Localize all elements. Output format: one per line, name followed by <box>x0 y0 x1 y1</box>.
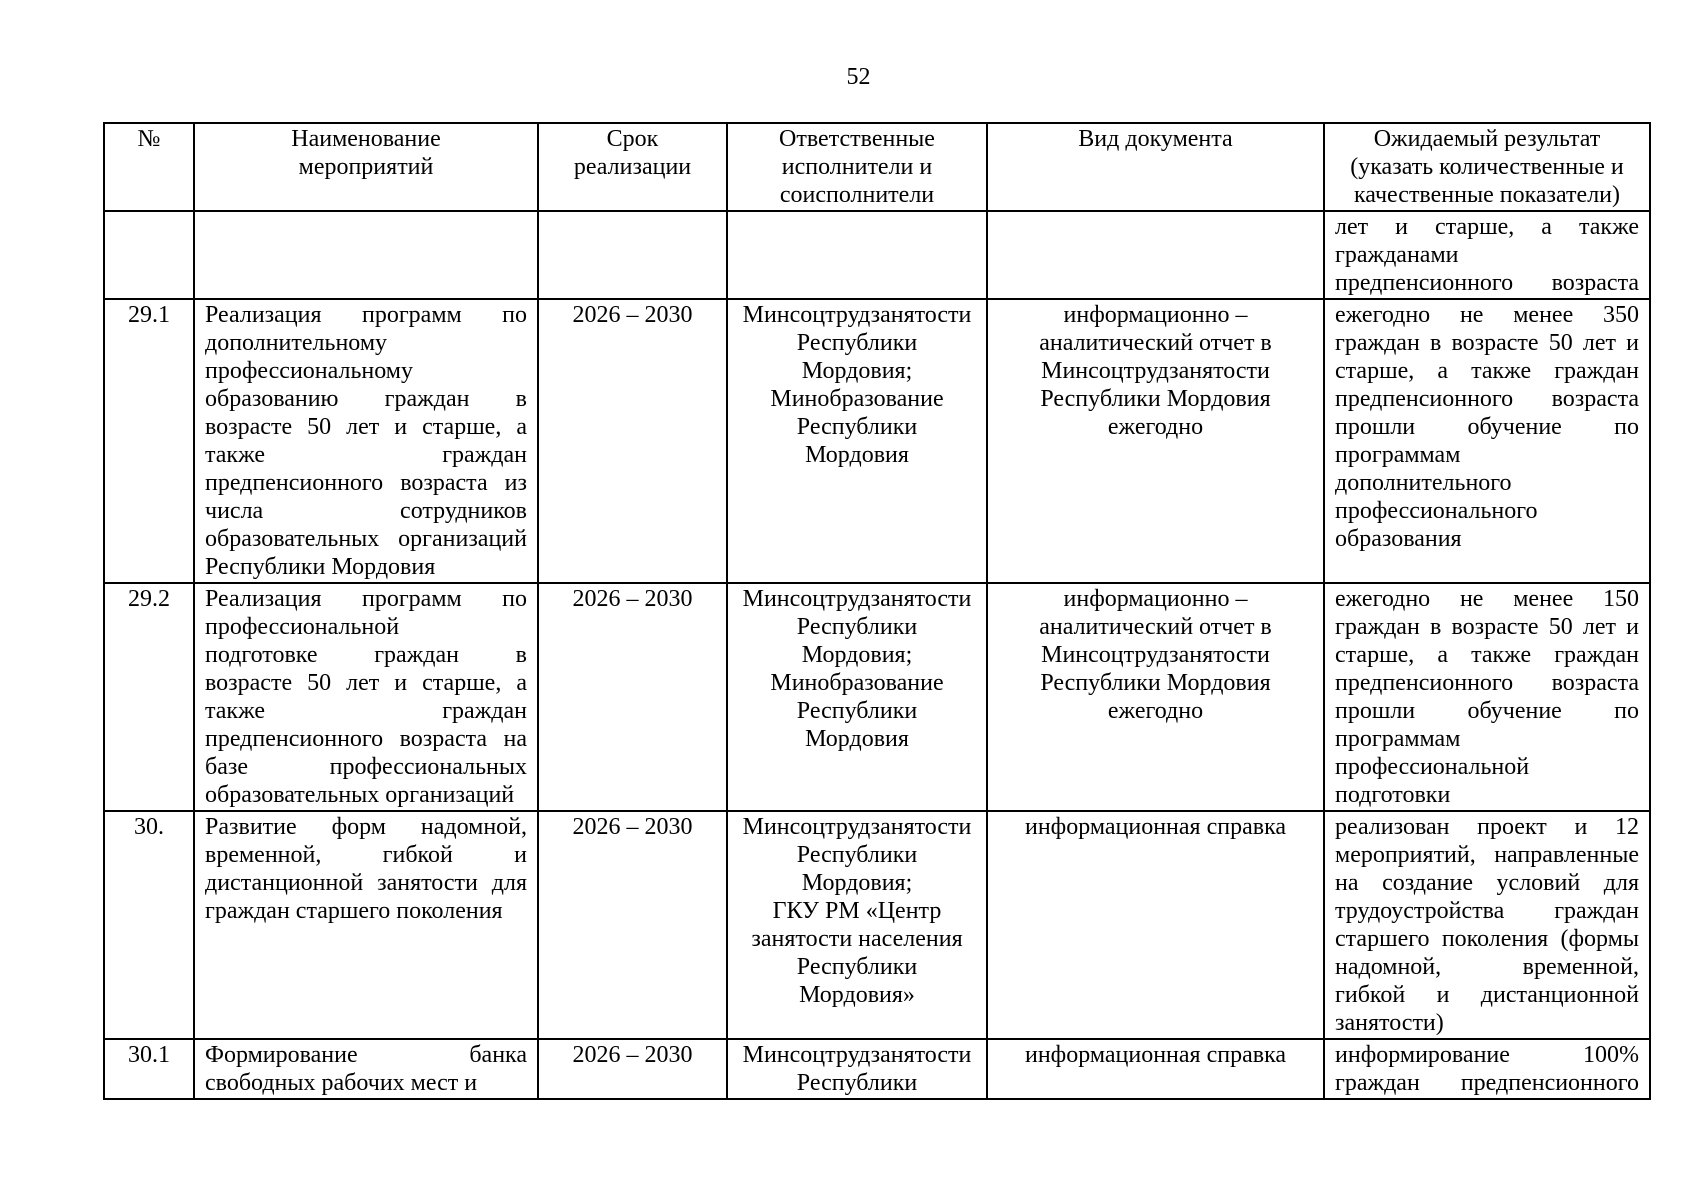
cell-name <box>194 1039 538 1099</box>
cell-line: Реализация программ по <box>205 586 527 612</box>
cell-name <box>194 299 538 583</box>
cell-result <box>1324 211 1650 299</box>
cell-line: Формирование банка <box>205 1042 527 1068</box>
header-doc-type: Вид документа <box>987 123 1324 211</box>
cell-term: 2026 – 2030 <box>538 299 727 583</box>
header-term-line: Срок <box>606 126 659 152</box>
cell-line: занятости) <box>1335 1010 1444 1036</box>
cell-line: граждан в возрасте 50 лет и <box>1335 614 1639 640</box>
header-num: № <box>104 123 194 211</box>
cell-line: аналитический отчет в <box>1039 614 1272 640</box>
cell-line: ежегодно <box>1107 698 1204 724</box>
table-row <box>104 1039 1650 1099</box>
table-body <box>104 211 1650 1099</box>
cell-line: информационная справка <box>1024 814 1287 840</box>
cell-line: лет и старше, а также <box>1335 214 1639 240</box>
cell-result <box>1324 583 1650 811</box>
cell-line: трудоустройства граждан <box>1335 898 1639 924</box>
page-number: 52 <box>846 64 871 90</box>
cell-line: прошли обучение по <box>1335 698 1639 724</box>
header-result <box>1324 123 1650 211</box>
cell-responsible <box>727 211 987 299</box>
cell-line: подготовки <box>1335 782 1451 808</box>
cell-line: предпенсионного возраста из <box>205 470 527 496</box>
cell-name <box>194 811 538 1039</box>
cell-line: профессиональной <box>1335 754 1530 780</box>
cell-line: информирование 100% <box>1335 1042 1639 1068</box>
cell-line: подготовке граждан в <box>205 642 527 668</box>
cell-line: предпенсионного возраста <box>1335 270 1639 296</box>
cell-line: Республики <box>796 842 918 868</box>
cell-name <box>194 211 538 299</box>
cell-line: Республики <box>796 330 918 356</box>
cell-line: мероприятий, направленные <box>1335 842 1639 868</box>
cell-line: предпенсионного возраста на <box>205 726 527 752</box>
cell-result <box>1324 1039 1650 1099</box>
cell-line: ежегодно <box>1107 414 1204 440</box>
header-responsible-line: Ответственные <box>779 126 935 152</box>
cell-line: Минобразование <box>770 670 944 696</box>
cell-line: предпенсионного возраста <box>1335 386 1639 412</box>
cell-line: ежегодно не менее 350 <box>1335 302 1639 328</box>
cell-line: информационная справка <box>1024 1042 1287 1068</box>
cell-line: Республики <box>796 414 918 440</box>
cell-line: Минсоцтрудзанятости <box>742 1042 972 1068</box>
table-row <box>104 583 1650 811</box>
cell-line: Мордовия» <box>799 982 915 1008</box>
cell-line: Минобразование <box>770 386 944 412</box>
cell-line: гражданами <box>1335 242 1459 268</box>
cell-line: информационно – <box>1063 586 1248 612</box>
header-responsible-line: исполнители и <box>781 154 933 180</box>
header-name <box>194 123 538 211</box>
cell-line: Минсоцтрудзанятости <box>742 586 972 612</box>
cell-line: Республики <box>796 1070 918 1096</box>
cell-line: предпенсионного возраста <box>1335 670 1639 696</box>
table-header <box>104 123 1650 211</box>
cell-line: дистанционной занятости для <box>205 870 527 896</box>
table-row <box>104 811 1650 1039</box>
cell-line: Минсоцтрудзанятости <box>1041 358 1270 384</box>
cell-line: Реализация программ по <box>205 302 527 328</box>
header-result-line: качественные показатели) <box>1353 182 1620 208</box>
cell-line: Мордовия <box>805 726 909 752</box>
cell-line: Мордовия <box>805 442 909 468</box>
cell-term: 2026 – 2030 <box>538 1039 727 1099</box>
cell-doc-type <box>987 583 1324 811</box>
cell-line: старшего поколения (формы <box>1335 926 1639 952</box>
cell-line: информационно – <box>1063 302 1248 328</box>
cell-line: Республики <box>796 614 918 640</box>
cell-line: Мордовия; <box>801 358 913 384</box>
cell-doc-type <box>987 211 1324 299</box>
cell-line: программам <box>1335 442 1461 468</box>
header-name-line: мероприятий <box>298 154 434 180</box>
row-number: 30.1 <box>104 1039 194 1099</box>
cell-line: Минсоцтрудзанятости <box>742 814 972 840</box>
cell-line: базе профессиональных <box>205 754 527 780</box>
cell-line: Мордовия; <box>801 642 913 668</box>
cell-line: граждан предпенсионного <box>1335 1070 1639 1096</box>
header-result-line: Ожидаемый результат <box>1373 126 1601 152</box>
cell-line: ежегодно не менее 150 <box>1335 586 1639 612</box>
cell-term: 2026 – 2030 <box>538 583 727 811</box>
cell-line: числа сотрудников <box>205 498 527 524</box>
cell-line: свободных рабочих мест и <box>205 1070 478 1096</box>
cell-line: возрасте 50 лет и старше, а <box>205 670 527 696</box>
header-term-line: реализации <box>573 154 692 180</box>
cell-line: профессионального <box>1335 498 1538 524</box>
cell-line: граждан старшего поколения <box>205 898 503 924</box>
header-responsible <box>727 123 987 211</box>
cell-line: также граждан <box>205 698 527 724</box>
cell-line: Развитие форм надомной, <box>205 814 527 840</box>
cell-responsible <box>727 1039 987 1099</box>
cell-result <box>1324 811 1650 1039</box>
cell-line: старше, а также граждан <box>1335 642 1639 668</box>
cell-line: дополнительному <box>205 330 388 356</box>
header-term <box>538 123 727 211</box>
measures-table <box>103 122 1651 1100</box>
cell-line: Минсоцтрудзанятости <box>742 302 972 328</box>
header-name-line: Наименование <box>291 126 441 152</box>
cell-line: реализован проект и 12 <box>1335 814 1639 840</box>
cell-line: надомной, временной, <box>1335 954 1639 980</box>
cell-line: профессиональному <box>205 358 413 384</box>
cell-doc-type <box>987 1039 1324 1099</box>
cell-responsible <box>727 299 987 583</box>
cell-line: граждан в возрасте 50 лет и <box>1335 330 1639 356</box>
cell-line: возрасте 50 лет и старше, а <box>205 414 527 440</box>
header-responsible-line: соисполнители <box>779 182 935 208</box>
cell-line: образовательных организаций <box>205 782 515 808</box>
cell-line: Республики Мордовия <box>1040 670 1271 696</box>
row-number: 30. <box>104 811 194 1039</box>
cell-line: образования <box>1335 526 1462 552</box>
cell-line: ГКУ РМ «Центр <box>772 898 942 924</box>
row-number: 29.2 <box>104 583 194 811</box>
cell-responsible <box>727 811 987 1039</box>
cell-line: прошли обучение по <box>1335 414 1639 440</box>
cell-doc-type <box>987 299 1324 583</box>
cell-line: старше, а также граждан <box>1335 358 1639 384</box>
row-number: 29.1 <box>104 299 194 583</box>
cell-line: образовательных организаций <box>205 526 527 552</box>
cell-line: Республики Мордовия <box>1040 386 1271 412</box>
cell-line: Республики Мордовия <box>205 554 436 580</box>
cell-line: образованию граждан в <box>205 386 527 412</box>
cell-line: Республики <box>796 954 918 980</box>
cell-line: Республики <box>796 698 918 724</box>
cell-line: профессиональной <box>205 614 400 640</box>
cell-term: 2026 – 2030 <box>538 811 727 1039</box>
cell-doc-type <box>987 811 1324 1039</box>
row-number <box>104 211 194 299</box>
cell-term <box>538 211 727 299</box>
cell-line: дополнительного <box>1335 470 1512 496</box>
cell-line: программам <box>1335 726 1461 752</box>
cell-line: Минсоцтрудзанятости <box>1041 642 1270 668</box>
table-row <box>104 299 1650 583</box>
cell-name <box>194 583 538 811</box>
cell-line: аналитический отчет в <box>1039 330 1272 356</box>
cell-line: занятости населения <box>751 926 963 952</box>
header-row <box>104 123 1650 211</box>
header-result-line: (указать количественные и <box>1350 154 1624 180</box>
cell-line: временной, гибкой и <box>205 842 527 868</box>
cell-line: Мордовия; <box>801 870 913 896</box>
cell-line: гибкой и дистанционной <box>1335 982 1639 1008</box>
cell-responsible <box>727 583 987 811</box>
cell-result <box>1324 299 1650 583</box>
cell-line: на создание условий для <box>1335 870 1639 896</box>
cell-line: также граждан <box>205 442 527 468</box>
table-row <box>104 211 1650 299</box>
